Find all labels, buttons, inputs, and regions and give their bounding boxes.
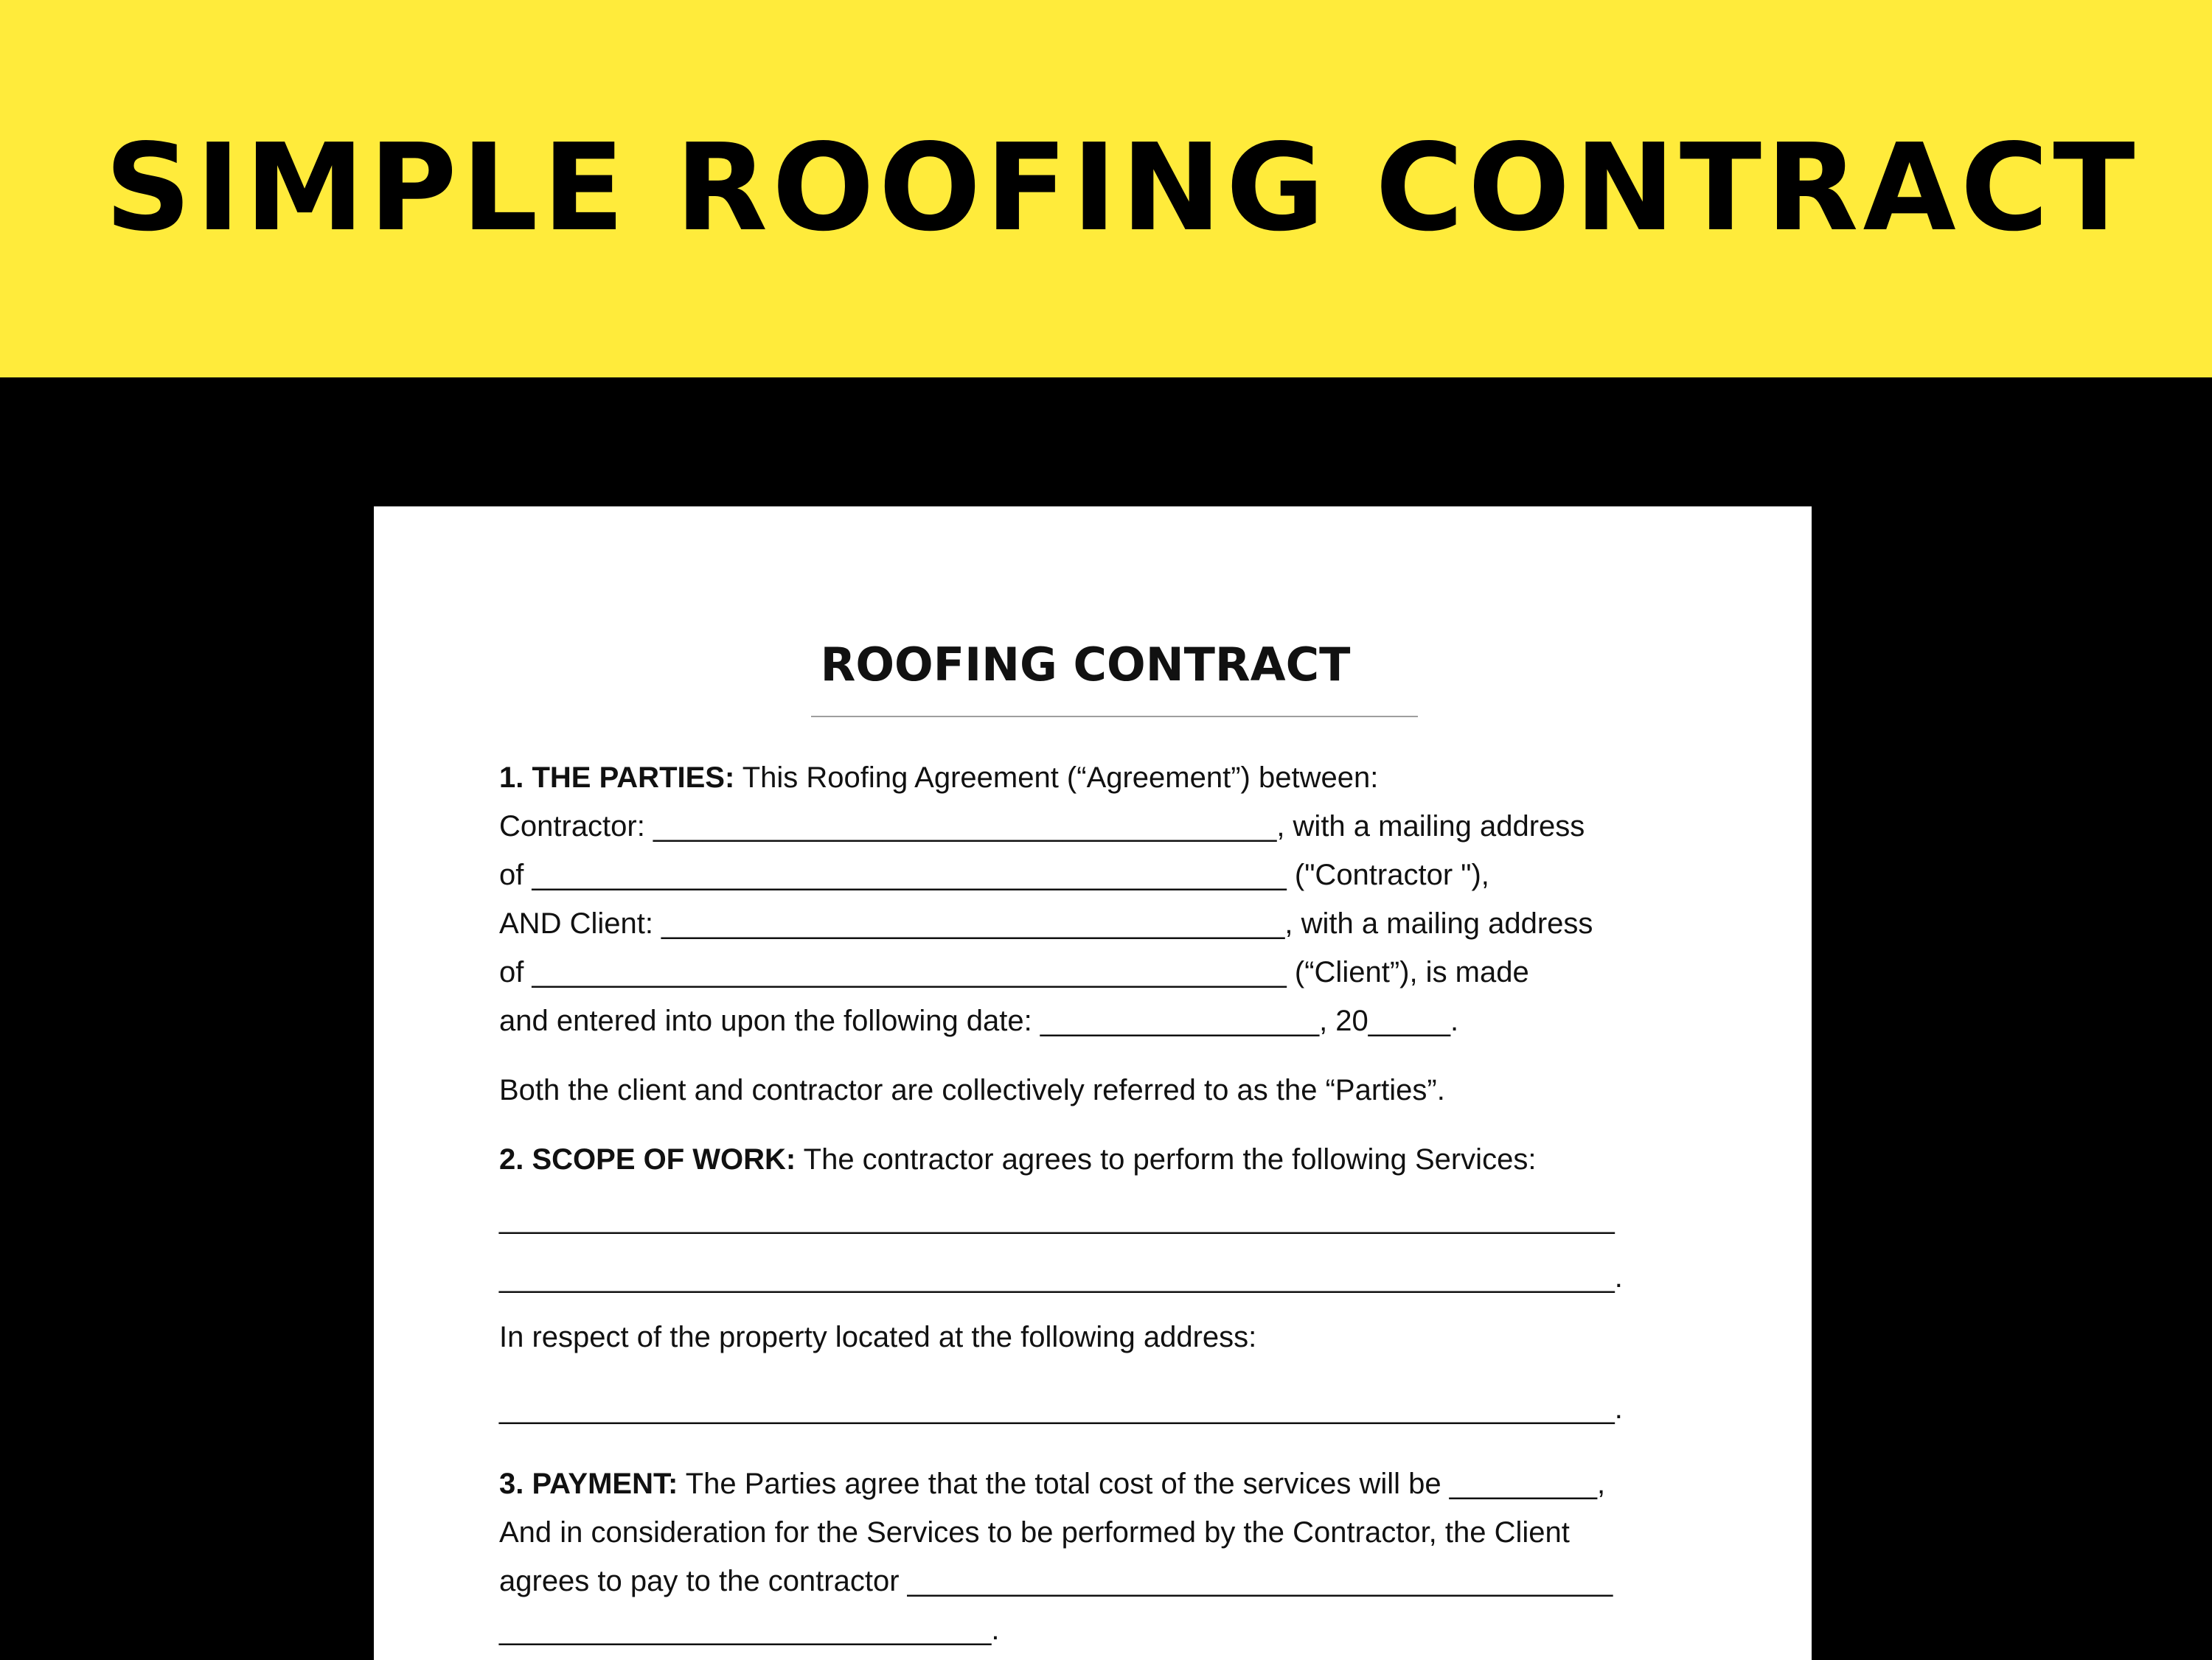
line-text: This Roofing Agreement (“Agreement”) between: — [734, 761, 1379, 794]
line-text: ____________________________________________________________________. — [499, 1392, 1623, 1425]
payment-consideration-line — [499, 1510, 1694, 1555]
line-text: Contractor: ______________________________________, with a mailing address — [499, 810, 1585, 843]
line-text: And in consideration for the Services to be performed by the Contractor, the Client — [499, 1516, 1570, 1549]
client-line — [499, 902, 1694, 946]
line-text: and entered into upon the following date: _________________, 20_____. — [499, 1005, 1459, 1037]
section-heading: 1. THE PARTIES: — [499, 761, 735, 794]
line-text: In respect of the property located at the following address: — [499, 1321, 1257, 1353]
property-address-label-line — [499, 1315, 1694, 1359]
payment-heading-line — [499, 1462, 1694, 1506]
scope-blank-line-1 — [499, 1196, 1694, 1241]
parties-definition-line — [499, 1068, 1694, 1112]
line-text: agrees to pay to the contractor ___________________________________________ — [499, 1565, 1613, 1597]
client-address-line — [499, 950, 1694, 994]
document-page — [374, 506, 1812, 1660]
scope-heading-line — [499, 1137, 1694, 1182]
section-heading: 2. SCOPE OF WORK: — [499, 1143, 796, 1176]
date-line — [499, 999, 1694, 1043]
line-text: ______________________________. — [499, 1614, 1000, 1646]
payment-amount-line — [499, 1559, 1694, 1603]
document-title: ROOFING CONTRACT — [820, 638, 1351, 691]
line-text: AND Client: ______________________________________, with a mailing address — [499, 907, 1593, 940]
property-address-blank-line — [499, 1387, 1694, 1431]
line-text: ____________________________________________________________________. — [499, 1261, 1623, 1294]
line-text: The Parties agree that the total cost of the services will be _________, — [678, 1468, 1606, 1500]
payment-blank-line — [499, 1608, 1694, 1652]
banner-title: SIMPLE ROOFING CONTRACT — [105, 119, 2140, 258]
title-underline — [811, 716, 1418, 717]
line-text: ____________________________________________________________________ — [499, 1202, 1615, 1235]
scope-blank-line-2 — [499, 1255, 1694, 1300]
section-heading: 3. PAYMENT: — [499, 1468, 678, 1500]
line-text: of ______________________________________________ (“Client”), is made — [499, 956, 1529, 988]
parties-heading-line — [499, 756, 1694, 800]
line-text: The contractor agrees to perform the following Services: — [796, 1143, 1537, 1176]
contractor-line — [499, 804, 1694, 848]
header-banner — [0, 0, 2212, 377]
contractor-address-line — [499, 853, 1694, 897]
line-text: Both the client and contractor are collectively referred to as the “Parties”. — [499, 1074, 1445, 1106]
line-text: of ______________________________________________ ("Contractor "), — [499, 859, 1489, 891]
